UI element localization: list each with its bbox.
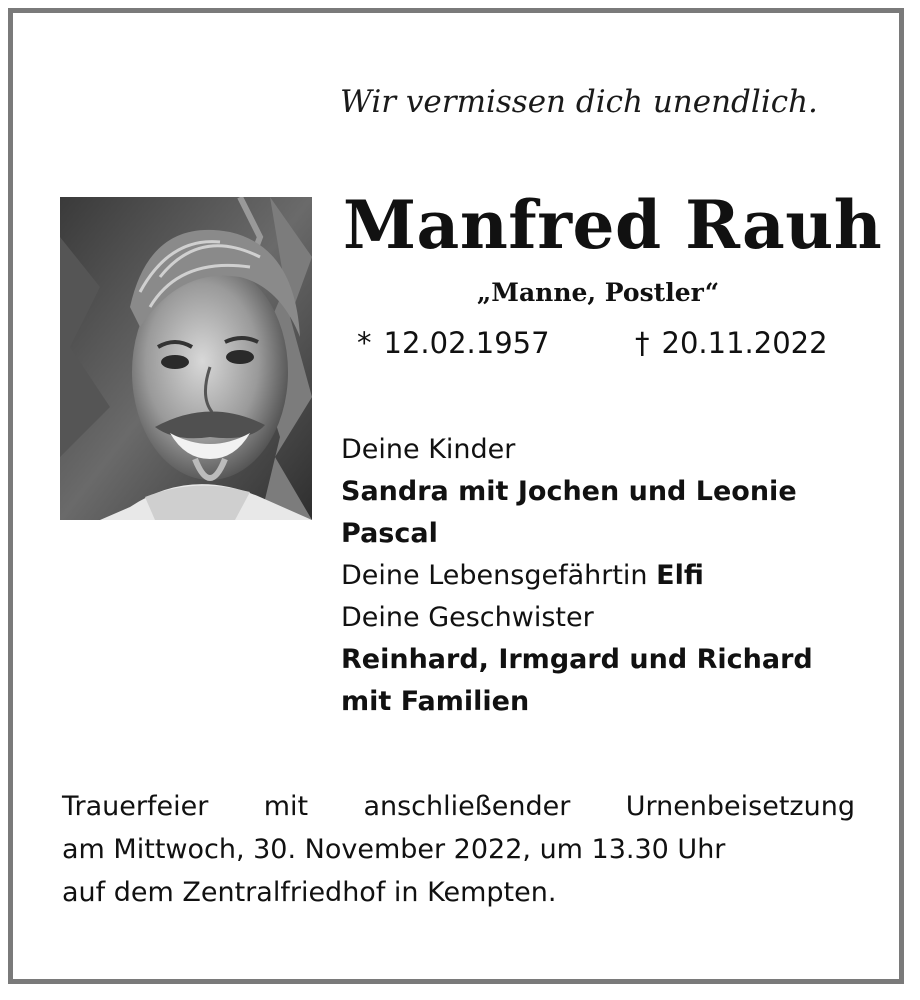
siblings-names-line2: mit Familien — [341, 686, 530, 717]
partner-name: Elfi — [656, 560, 704, 591]
deceased-nickname: „Manne, Postler“ — [476, 278, 720, 307]
portrait-photo — [60, 197, 312, 520]
partner-label: Deine Lebensgefährtin — [341, 560, 648, 591]
service-line1 — [62, 785, 855, 828]
service-word: Trauerfeier — [62, 791, 209, 822]
birth-date-group — [357, 326, 550, 360]
service-word: anschließender — [363, 791, 571, 822]
children-label: Deine Kinder — [341, 434, 516, 465]
partner-line — [341, 555, 871, 597]
death-date: 20.11.2022 — [661, 326, 828, 360]
mourners-list — [341, 429, 871, 723]
deceased-name: Manfred Rauh — [343, 186, 883, 264]
siblings-label: Deine Geschwister — [341, 602, 594, 633]
service-word: mit — [263, 791, 309, 822]
motto-text: Wir vermissen dich unendlich. — [340, 84, 818, 120]
service-word: Urnenbeisetzung — [625, 791, 855, 822]
children-names-line1: Sandra mit Jochen und Leonie — [341, 476, 797, 507]
siblings-names-line1: Reinhard, Irmgard und Richard — [341, 644, 813, 675]
funeral-service-info — [62, 785, 862, 914]
birth-star-icon: * — [357, 326, 372, 360]
death-date-group — [635, 326, 828, 360]
service-line2: am Mittwoch, 30. November 2022, um 13.30 Uhr — [62, 834, 726, 865]
children-names-line2: Pascal — [341, 518, 438, 549]
death-cross-icon: † — [635, 326, 650, 360]
service-line3: auf dem Zentralfriedhof in Kempten. — [62, 877, 557, 908]
birth-date: 12.02.1957 — [383, 326, 550, 360]
